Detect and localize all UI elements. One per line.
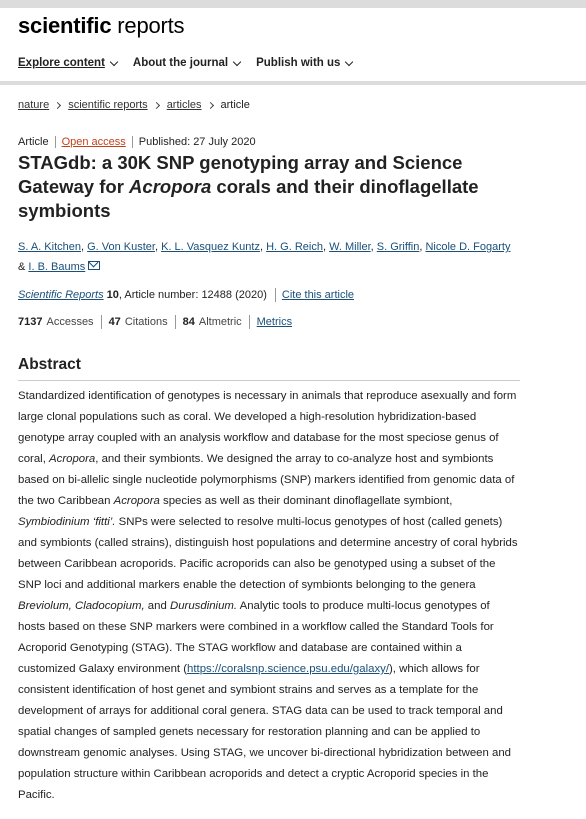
nav-divider <box>0 81 586 85</box>
stag-expansion: Standard Tools for Acroporid Genotyping <box>18 621 494 654</box>
breadcrumb-nature[interactable]: nature <box>18 99 50 111</box>
nav-about-journal[interactable]: About the journal <box>133 57 240 69</box>
chevron-right-icon <box>206 101 213 108</box>
divider <box>275 288 276 302</box>
article-metrics <box>18 315 292 329</box>
divider <box>175 315 176 329</box>
chevron-down-icon <box>233 57 241 65</box>
breadcrumb-scientific-reports[interactable]: scientific reports <box>68 99 148 111</box>
divider <box>249 315 250 329</box>
author-link[interactable]: W. Miller <box>329 241 371 253</box>
citations-count: 47 <box>108 316 121 328</box>
article-meta <box>18 136 256 148</box>
abstract-divider <box>18 380 520 381</box>
divider <box>101 315 102 329</box>
journal-link[interactable]: Scientific Reports <box>18 289 104 301</box>
author-link[interactable]: I. B. Baums <box>28 261 86 273</box>
metrics-link[interactable]: Metrics <box>256 316 293 328</box>
breadcrumb-current: article <box>220 99 250 111</box>
author-link[interactable]: S. Griffin <box>376 241 420 253</box>
nav-explore-content[interactable]: Explore content <box>18 57 117 69</box>
volume: 10 <box>106 289 119 301</box>
chevron-right-icon <box>54 101 61 108</box>
breadcrumb <box>18 99 250 111</box>
abstract-text: Standardized identification of genotypes is necessary in animals that reproduce asexually and form large clonal populations such as coral. We developed a high-resolution hybridization-based genotype array coupled with an analysis workflow and database for the most speciose genus of coral, Acropora, and their symbionts. We designed the array to co-analyze host and symbionts based on bi-allelic single nucleotide polymorphisms (SNP) markers identified from genomic data of the two Caribbean Acropora species as well as their dominant dinoflagellate symbiont, Symbiodinium ‘fitti’. SNPs were selected to resolve multi-locus genotypes of host (called genets) and symbionts (called strains), distinguish host populations and determine ancestry of coral hybrids between Caribbean acroporids. Pacific acroporids can also be genotyped using a subset of the SNP loci and additional markers enable the detection of symbionts belonging to the genera Breviolum, Cladocopium, and Durusdinium. Analytic tools to produce multi-locus genotypes of hosts based on these SNP markers were combined in a workflow called the Standard Tools for Acroporid Genotyping (STAG). The STAG workflow and database are contained within a customized Galaxy environment (https://coralsnp.science.psu.edu/galaxy/), which allows for consistent identification of host genet and symbiont strains and serves as a template for the development of arrays for additional coral genera. STAG data can be used to track temporal and spatial changes of sampled genets necessary for restoration planning and can be applied to downstream genomic analyses. Using STAG, we uncover bi-directional hybridization between and population structure within Caribbean acroporids and detect a cryptic Acroporid species in the Pacific. <box>18 390 518 801</box>
accesses-count: 7137 <box>18 316 43 328</box>
article-number: , Article number: 12488 (2020) <box>118 289 267 301</box>
chevron-down-icon <box>345 57 353 65</box>
author-link[interactable]: H. G. Reich <box>266 241 323 253</box>
chevron-down-icon <box>110 57 118 65</box>
abstract-heading: Abstract <box>18 356 81 373</box>
article-type: Article <box>18 136 49 148</box>
altmetric-label: Altmetric <box>198 316 242 328</box>
author-link[interactable]: K. L. Vasquez Kuntz <box>161 241 260 253</box>
citations-label: Citations <box>124 316 168 328</box>
cite-this-article-link[interactable]: Cite this article <box>281 289 355 301</box>
journal-info <box>18 288 354 302</box>
main-nav <box>18 57 368 69</box>
author-link[interactable]: Nicole D. Fogarty <box>425 241 511 253</box>
divider <box>132 136 133 148</box>
accesses-label: Accesses <box>46 316 94 328</box>
chevron-right-icon <box>153 101 160 108</box>
author-list: S. A. Kitchen, G. Von Kuster, K. L. Vasquez Kuntz, H. G. Reich, W. Miller, S. Griffin, Nicole D. Fogarty & I. B. Baums <box>18 241 511 273</box>
email-icon[interactable] <box>88 261 100 270</box>
site-logo[interactable]: scientific reports <box>18 13 185 38</box>
published-date: Published: 27 July 2020 <box>138 136 256 148</box>
open-access-link[interactable]: Open access <box>61 136 126 148</box>
breadcrumb-articles[interactable]: articles <box>166 99 202 111</box>
article-title: STAGdb: a 30K SNP genotyping array and Science Gateway for Acropora corals and their dinoflagellate symbionts <box>18 152 479 221</box>
author-link[interactable]: S. A. Kitchen <box>18 241 81 253</box>
altmetric-count: 84 <box>182 316 195 328</box>
galaxy-link[interactable]: https://coralsnp.science.psu.edu/galaxy/ <box>187 663 390 675</box>
nav-publish-with-us[interactable]: Publish with us <box>256 57 352 69</box>
author-link[interactable]: G. Von Kuster <box>87 241 155 253</box>
top-bar <box>0 0 586 8</box>
divider <box>55 136 56 148</box>
